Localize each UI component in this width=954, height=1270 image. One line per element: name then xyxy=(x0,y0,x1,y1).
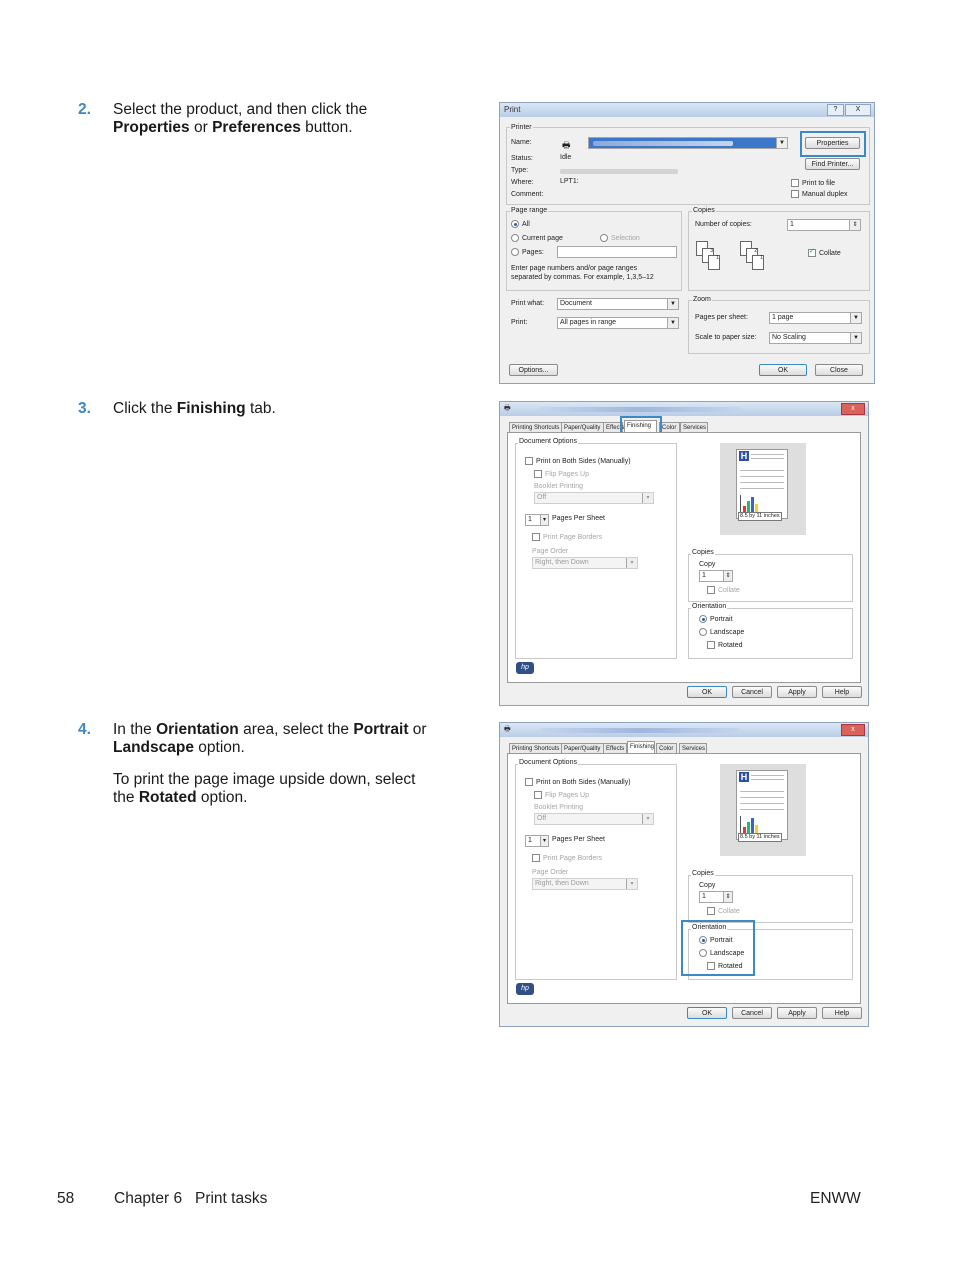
rotated-checkbox[interactable]: Rotated xyxy=(707,962,743,970)
copies-group-label: Copies xyxy=(692,870,714,877)
tab-services[interactable]: Services xyxy=(680,422,708,432)
help-title-button[interactable]: ? xyxy=(827,104,844,116)
apply-button[interactable]: Apply xyxy=(777,1007,817,1019)
chevron-down-icon: ▼ xyxy=(667,299,678,309)
step-3 xyxy=(78,400,438,432)
cancel-button[interactable]: Cancel xyxy=(732,686,772,698)
page-preview-sheet xyxy=(736,449,788,519)
print-page-borders-checkbox[interactable]: Print Page Borders xyxy=(532,854,602,862)
properties-dialog-screenshot-1 xyxy=(499,401,869,706)
page-order-label: Page Order xyxy=(532,548,569,555)
close-button[interactable]: Close xyxy=(815,364,863,376)
pages-per-sheet-select[interactable]: 1 ▾ xyxy=(525,835,549,847)
print-dialog-screenshot xyxy=(499,102,875,384)
help-button[interactable]: Help xyxy=(822,1007,862,1019)
range-hint-line2: separated by commas. For example, 1,3,5–12 xyxy=(511,274,654,281)
finishing-panel xyxy=(507,753,861,1004)
document-options-label: Document Options xyxy=(519,759,577,766)
step-text: In the Orientation area, select the Portrait or Landscape option. xyxy=(113,721,427,756)
tab-finishing[interactable]: Finishing xyxy=(627,741,655,753)
page-preview-sheet xyxy=(736,770,788,840)
print-select[interactable]: All pages in range ▼ xyxy=(557,317,679,329)
hp-logo: hp xyxy=(516,662,534,674)
dialog-title: Print xyxy=(504,105,521,114)
tab-services[interactable]: Services xyxy=(679,743,707,753)
tab-effects[interactable]: Effects xyxy=(603,422,623,432)
document-options-label: Document Options xyxy=(519,438,577,445)
options-button[interactable]: Options... xyxy=(509,364,558,376)
zoom-group-label: Zoom xyxy=(693,296,711,303)
collate-page-icon: 3 xyxy=(702,248,714,263)
pages-per-sheet-label: Pages Per Sheet xyxy=(552,515,605,522)
landscape-radio[interactable]: Landscape xyxy=(699,628,744,636)
step-text: Click the Finishing tab. xyxy=(113,400,276,417)
page-preview xyxy=(720,764,806,856)
properties-button[interactable]: Properties xyxy=(805,137,860,149)
ok-button[interactable]: OK xyxy=(687,686,727,698)
title-bar xyxy=(500,402,868,416)
printer-app-icon: 🖶 xyxy=(504,726,511,733)
tab-color[interactable]: Color xyxy=(656,743,677,753)
help-button[interactable]: Help xyxy=(822,686,862,698)
current-page-radio[interactable]: Current page xyxy=(511,234,563,242)
where-value: LPT1: xyxy=(560,178,579,185)
orientation-group-label: Orientation xyxy=(692,603,727,610)
preview-letter-icon: H xyxy=(740,772,748,782)
tab-finishing[interactable]: Finishing xyxy=(624,420,657,432)
manual-duplex-checkbox[interactable]: Manual duplex xyxy=(791,190,848,198)
booklet-select[interactable]: Off ▾ xyxy=(534,492,654,504)
printer-app-icon: 🖶 xyxy=(504,405,511,412)
properties-highlight xyxy=(800,131,866,157)
pages-per-sheet-label: Pages per sheet: xyxy=(695,314,748,321)
step-text: Select the product, and then click the Properties or Preferences button. xyxy=(113,101,368,136)
print-label: Print: xyxy=(511,319,528,326)
spinner-arrows-icon: ⇕ xyxy=(723,571,732,581)
selection-radio[interactable]: Selection xyxy=(600,234,640,242)
collate-page-icon: 1 xyxy=(752,255,764,270)
name-label: Name: xyxy=(511,139,532,146)
number-of-copies-label: Number of copies: xyxy=(695,221,752,228)
printer-name-select[interactable] xyxy=(588,137,788,149)
paper-size-label: 8.5 by 11 inches xyxy=(740,513,780,519)
chevron-down-icon: ▼ xyxy=(776,138,787,148)
collate-page-icon: 2 xyxy=(746,248,758,263)
tab-paper-quality[interactable]: Paper/Quality xyxy=(561,422,604,432)
step-number: 4. xyxy=(78,721,91,738)
close-title-button[interactable]: X xyxy=(845,104,871,116)
finishing-panel xyxy=(507,432,861,683)
orientation-group-label: Orientation xyxy=(692,924,727,931)
chevron-down-icon: ▾ xyxy=(540,515,548,525)
page-order-select[interactable]: Right, then Down ▾ xyxy=(532,557,638,569)
properties-dialog-screenshot-2 xyxy=(499,722,869,1027)
copy-label: Copy xyxy=(699,561,716,568)
status-value: Idle xyxy=(560,154,572,161)
tab-paper-quality[interactable]: Paper/Quality xyxy=(561,743,604,753)
tab-effects[interactable]: Effects xyxy=(603,743,627,753)
chevron-down-icon: ▾ xyxy=(540,836,548,846)
portrait-radio[interactable]: Portrait xyxy=(699,936,733,944)
collate-page-icon: 1 xyxy=(708,255,720,270)
ok-button[interactable]: OK xyxy=(687,1007,727,1019)
landscape-radio[interactable]: Landscape xyxy=(699,949,744,957)
where-label: Where: xyxy=(511,179,534,186)
step-4 xyxy=(78,721,438,821)
copy-spinner[interactable]: 1 ⇕ xyxy=(699,891,733,903)
chevron-down-icon: ▾ xyxy=(626,879,637,889)
pages-per-sheet-label: Pages Per Sheet xyxy=(552,836,605,843)
chevron-down-icon: ▼ xyxy=(667,318,678,328)
print-page-borders-checkbox[interactable]: Print Page Borders xyxy=(532,533,602,541)
chevron-down-icon: ▼ xyxy=(850,333,861,343)
print-both-sides-checkbox[interactable]: Print on Both Sides (Manually) xyxy=(525,778,631,786)
scale-label: Scale to paper size: xyxy=(695,334,757,341)
spinner-arrows-icon: ⇕ xyxy=(723,892,732,902)
tab-printing-shortcuts[interactable]: Printing Shortcuts xyxy=(509,743,562,753)
page-number: 58 xyxy=(57,1190,75,1207)
flip-pages-up-checkbox[interactable]: Flip Pages Up xyxy=(534,791,589,799)
spinner-arrows-icon: ⇕ xyxy=(849,220,860,230)
booklet-select[interactable]: Off ▾ xyxy=(534,813,654,825)
chevron-down-icon: ▼ xyxy=(850,313,861,323)
copy-spinner[interactable]: 1 ⇕ xyxy=(699,570,733,582)
booklet-printing-label: Booklet Printing xyxy=(534,483,584,490)
tab-printing-shortcuts[interactable]: Printing Shortcuts xyxy=(509,422,562,432)
page-range-label: Page range xyxy=(511,207,548,214)
status-label: Status: xyxy=(511,155,533,162)
collate-checkbox[interactable]: ✓Collate xyxy=(808,249,841,257)
collate-checkbox[interactable]: Collate xyxy=(707,907,740,915)
page-order-select[interactable]: Right, then Down ▾ xyxy=(532,878,638,890)
title-bar xyxy=(500,103,874,117)
comment-label: Comment: xyxy=(511,191,544,198)
pages-input[interactable] xyxy=(557,246,677,258)
zoom-group xyxy=(688,300,870,354)
copy-label: Copy xyxy=(699,882,716,889)
print-both-sides-checkbox[interactable]: Print on Both Sides (Manually) xyxy=(525,457,631,465)
type-label: Type: xyxy=(511,167,529,174)
all-radio[interactable]: All xyxy=(511,220,530,228)
booklet-printing-label: Booklet Printing xyxy=(534,804,584,811)
tab-color[interactable]: Color xyxy=(659,422,680,432)
close-title-button[interactable]: x xyxy=(841,403,865,415)
title-bar xyxy=(500,723,868,737)
range-hint-line1: Enter page numbers and/or page ranges xyxy=(511,265,638,272)
cancel-button[interactable]: Cancel xyxy=(732,1007,772,1019)
paper-size-label: 8.5 by 11 inches xyxy=(740,834,780,840)
collate-checkbox[interactable]: Collate xyxy=(707,586,740,594)
portrait-radio[interactable]: Portrait xyxy=(699,615,733,623)
printer-icon: 🖶 xyxy=(562,140,571,150)
chapter-title: Chapter 6 Print tasks xyxy=(114,1190,268,1207)
step-2 xyxy=(78,101,438,151)
print-what-select[interactable]: Document ▼ xyxy=(557,298,679,310)
copies-group-label: Copies xyxy=(693,207,715,214)
chevron-down-icon: ▾ xyxy=(642,493,653,503)
ok-button[interactable]: OK xyxy=(759,364,807,376)
footer-right-label: ENWW xyxy=(810,1190,861,1207)
print-what-label: Print what: xyxy=(511,300,545,307)
orientation-highlight xyxy=(681,920,755,976)
step-note: To print the page image upside down, select the Rotated option. xyxy=(113,771,416,806)
copies-group-label: Copies xyxy=(692,549,714,556)
print-to-file-checkbox[interactable]: Print to file xyxy=(791,179,835,187)
step-number: 2. xyxy=(78,101,91,118)
chevron-down-icon: ▾ xyxy=(626,558,637,568)
pages-radio[interactable]: Pages: xyxy=(511,248,544,256)
find-printer-button[interactable]: Find Printer... xyxy=(805,158,860,170)
rotated-checkbox[interactable]: Rotated xyxy=(707,641,743,649)
copies-spinner[interactable]: 1 ⇕ xyxy=(787,219,861,231)
step-number: 3. xyxy=(78,400,91,417)
flip-pages-up-checkbox[interactable]: Flip Pages Up xyxy=(534,470,589,478)
scale-select[interactable]: No Scaling ▼ xyxy=(769,332,862,344)
close-title-button[interactable]: x xyxy=(841,724,865,736)
page-order-label: Page Order xyxy=(532,869,569,876)
chevron-down-icon: ▾ xyxy=(642,814,653,824)
apply-button[interactable]: Apply xyxy=(777,686,817,698)
preview-letter-icon: H xyxy=(740,451,748,461)
pages-per-sheet-select[interactable]: 1 page ▼ xyxy=(769,312,862,324)
page-preview xyxy=(720,443,806,535)
pages-per-sheet-select[interactable]: 1 ▾ xyxy=(525,514,549,526)
printer-group-label: Printer xyxy=(511,124,532,131)
hp-logo: hp xyxy=(516,983,534,995)
